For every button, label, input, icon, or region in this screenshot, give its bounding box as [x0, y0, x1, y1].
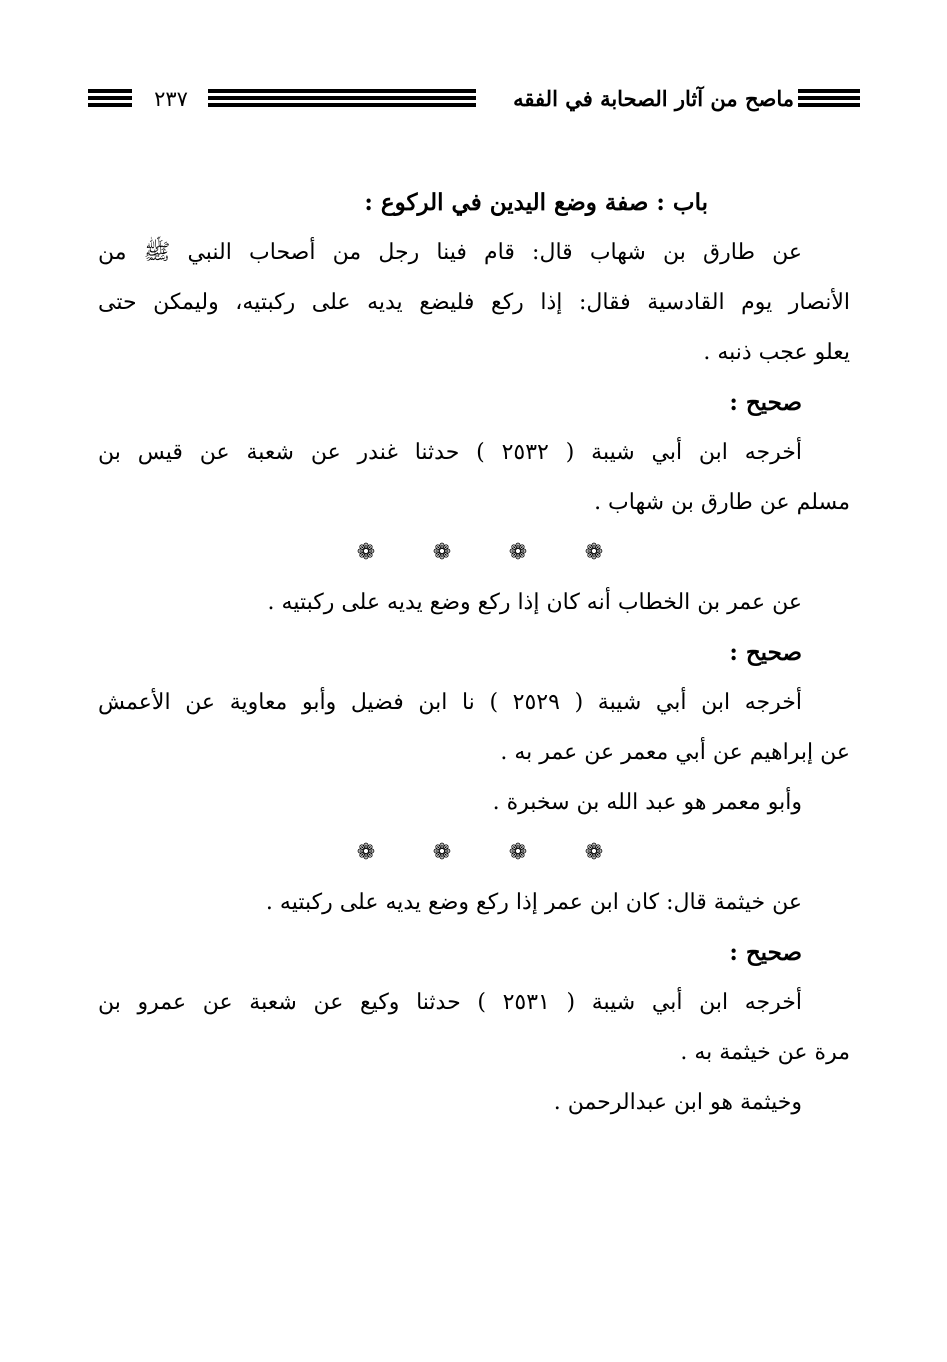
narration-3-line-1: عن خيثمة قال: كان ابن عمر إذا ركع وضع يديه على ركبتيه . — [265, 890, 802, 915]
takhrij-2-line-3: وأبو معمر هو عبد الله بن سخبرة . — [492, 790, 802, 815]
grade-label-2: صحيح : — [729, 639, 802, 666]
narration-2-line-1: عن عمر بن الخطاب أنه كان إذا ركع وضع يديه على ركبتيه . — [267, 590, 802, 615]
page-header — [88, 84, 860, 114]
running-title: ماصح من آثار الصحابة في الفقه — [513, 86, 794, 111]
asterisk-flower-icon: ❁ — [584, 840, 604, 865]
asterisk-flower-icon: ❁ — [508, 840, 528, 865]
takhrij-2-line-1: أخرجه ابن أبي شيبة ( ٢٥٢٩ ) نا ابن فضيل وأبو معاوية عن الأعمش — [98, 690, 803, 715]
narration-1-line-1: عن طارق بن شهاب قال: قام فينا رجل من أصحاب النبي ﷺ من — [98, 240, 802, 265]
header-rule-left — [88, 89, 132, 107]
asterisk-flower-icon: ❁ — [584, 540, 604, 565]
header-rule-middle — [208, 89, 476, 107]
chapter-title: باب : صفة وضع اليدين في الركوع : — [364, 189, 708, 216]
asterisk-flower-icon: ❁ — [356, 540, 376, 565]
asterisk-flower-icon: ❁ — [432, 540, 452, 565]
grade-label-1: صحيح : — [729, 389, 802, 416]
separator-ornaments-1 — [98, 528, 850, 578]
header-rule-right — [798, 89, 860, 107]
asterisk-flower-icon: ❁ — [508, 540, 528, 565]
narration-1-line-3: يعلو عجب ذنبه . — [703, 340, 850, 365]
asterisk-flower-icon: ❁ — [356, 840, 376, 865]
separator-ornaments-2 — [98, 828, 850, 878]
takhrij-3-line-2: مرة عن خيثمة به . — [680, 1040, 850, 1065]
takhrij-1-line-2: مسلم عن طارق بن شهاب . — [594, 490, 850, 515]
narration-1-line-2: الأنصار يوم القادسية فقال: إذا ركع فليضع يديه على ركبتيه، وليمكن حتى — [98, 290, 850, 315]
takhrij-3-line-3: وخيثمة هو ابن عبدالرحمن . — [553, 1090, 802, 1115]
takhrij-2-line-2: عن إبراهيم عن أبي معمر عن عمر به . — [500, 740, 850, 765]
takhrij-1-line-1: أخرجه ابن أبي شيبة ( ٢٥٣٢ ) حدثنا غندر عن شعبة عن قيس بن — [98, 440, 803, 465]
asterisk-flower-icon: ❁ — [432, 840, 452, 865]
takhrij-3-line-1: أخرجه ابن أبي شيبة ( ٢٥٣١ ) حدثنا وكيع عن شعبة عن عمرو بن — [98, 990, 802, 1015]
grade-label-3: صحيح : — [729, 939, 802, 966]
page-body — [98, 178, 850, 1128]
page-number: ٢٣٧ — [154, 87, 188, 111]
